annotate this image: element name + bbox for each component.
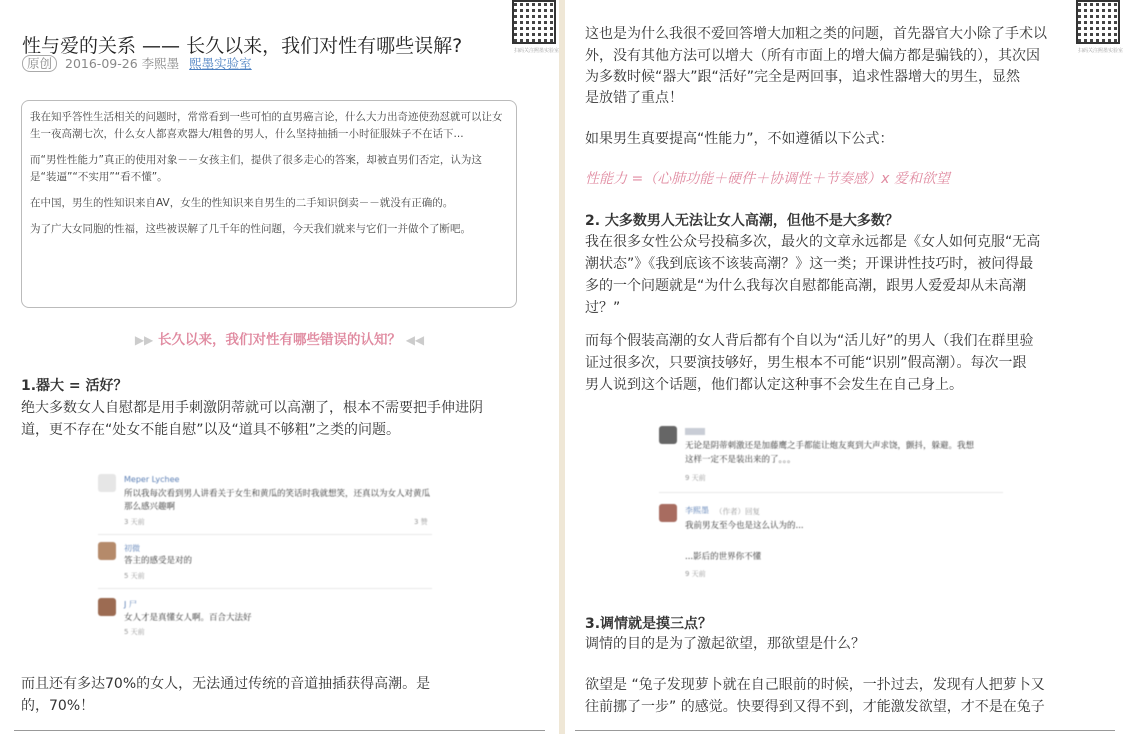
summary-paragraph: 为了广大女同胞的性福，这些被误解了几千年的性问题，今天我们就来与它们一并做个了断吧。 — [30, 223, 471, 235]
divider — [98, 588, 432, 589]
paragraph-line: 是放错了重点！ — [585, 90, 683, 106]
avatar — [98, 598, 116, 616]
comment-time: 9 天前 — [685, 570, 706, 578]
comment-time: 9 天前 — [685, 474, 706, 482]
double-arrow-right-icon: ▶▶ — [134, 333, 154, 347]
divider — [98, 534, 432, 535]
summary-box — [21, 100, 517, 308]
comment-text: 女人才是真懂女人啊。百合大法好 — [124, 613, 252, 623]
paragraph-line: 往前挪了一步” 的感觉。快要得到又得不到，才能激发欲望，才不是在兔子 — [585, 699, 1045, 715]
paragraph-line: 如果男生真要提高“性能力”，不如遵循以下公式： — [585, 131, 894, 147]
comment-author: 李熙墨 — [685, 506, 709, 515]
paragraph-line: 为多数时候“器大”跟“活好”完全是两回事，追求性器增大的男生，显然 — [585, 69, 1021, 85]
bottom-rule — [575, 730, 1115, 731]
formula: 性能力 =（心肺功能＋硬件＋协调性＋节奏感）x 爱和欲望 — [585, 171, 950, 187]
comment-author: Meper Lychee — [124, 475, 180, 484]
paragraph-line: 调情的目的是为了激起欲望，那欲望是什么？ — [585, 636, 865, 652]
summary-paragraph: 我在知乎答性生活相关的问题时，常常看到一些可怕的直男癌言论，什么大力出奇迹使劲怼就可以让女生一夜高潮七次，什么女人都喜欢器大/粗鲁的男人，什么坚持抽插一小时征服妹子不在话下... — [30, 111, 503, 140]
paragraph-line: 而且还有多达70%的女人，无法通过传统的音道抽插获得高潮。是 — [21, 676, 431, 692]
divider — [659, 492, 1003, 493]
comment-author: J 尸 — [124, 600, 137, 609]
comment-author: 初微 — [124, 544, 140, 553]
paragraph-line: 潮状态”》《我到底该不该装高潮？》这一类；开课讲性技巧时，被问得最 — [585, 256, 1034, 272]
banner-text: 长久以来，我们对性有哪些错误的认知？ — [158, 332, 401, 348]
source-link[interactable]: 熙墨实验室 — [189, 56, 252, 71]
avatar — [659, 504, 677, 522]
comment-screenshot — [653, 416, 1013, 586]
author-tag: （作者）回复 — [715, 507, 760, 516]
paragraph-line: 欲望是 “兔子发现萝卜就在自己眼前的时候，一扑过去，发现有人把萝卜又 — [585, 677, 1045, 693]
paragraph-line: 这也是为什么我很不爱回答增大加粗之类的问题，首先器官大小除了手术以 — [585, 26, 1047, 42]
avatar — [659, 426, 677, 444]
summary-paragraph: 在中国，男生的性知识来自AV，女生的性知识来自男生的二手知识倒卖－－就没有正确的。 — [30, 197, 454, 209]
avatar — [98, 474, 116, 492]
comment-text: 无论是阴蒂刺激还是加藤鹰之手都能让炮友爽到大声求饶，颤抖，躲避。我想 — [685, 441, 975, 451]
paragraph-line: 的，70%！ — [21, 698, 95, 714]
qr-code — [512, 0, 556, 44]
comment-text: 这样一定不是装出来的了。。。 — [685, 455, 796, 465]
article-title: 性与爱的关系 —— 长久以来，我们对性有哪些误解? — [22, 35, 463, 57]
comment-text: ...影后的世界你不懂 — [685, 552, 762, 562]
comment-time: 5 天前 — [124, 572, 145, 580]
section-heading-3: 3.调情就是摸三点？ — [585, 616, 713, 632]
paragraph-line: 男人说到这个话题，他们都认定这种事不会发生在自己身上。 — [585, 377, 963, 393]
qr-code — [1076, 0, 1120, 44]
paragraph-line: 过？” — [585, 300, 621, 316]
comment-time: 3 天前 — [124, 518, 145, 526]
comment-text: 所以我每次看到男人讲看关于女生和黄瓜的笑话时我就想笑，还真以为女人对黄瓜 — [124, 489, 431, 499]
paragraph-line: 多的一个问题就是“为什么我每次自慰都能高潮，跟男人爱爱却从未高潮 — [585, 278, 1027, 294]
section-heading-2: 2. 大多数男人无法让女人高潮，但他不是大多数？ — [585, 213, 899, 229]
redacted-name — [685, 428, 705, 435]
paragraph-line: 我在很多女性公众号投稿多次，最火的文章永远都是《女人如何克服“无高 — [585, 234, 1041, 250]
right-page — [565, 0, 1124, 734]
paragraph-line: 外，没有其他方法可以增大（所有市面上的增大偏方都是骗钱的），其次因 — [585, 48, 1040, 64]
qr-caption: 扫码关注熙墨实验室 — [514, 48, 559, 54]
comment-text: 那么感兴趣啊 — [124, 502, 176, 512]
publish-date: 2016-09-26 — [65, 56, 138, 71]
paragraph-line: 证过很多次，只要演技够好，男生根本不可能“识别”假高潮）。每次一跟 — [585, 355, 1027, 371]
left-page — [0, 0, 559, 734]
paragraph-line: 道，更不存在“处女不能自慰”以及“道具不够粗”之类的问题。 — [21, 422, 401, 438]
summary-paragraph: 而“男性性能力”真正的使用对象－－女孩主们，提供了很多走心的答案，却被直男们否定，认为这是“装逼”“不实用”“看不懂”。 — [30, 154, 482, 183]
comment-screenshot — [92, 462, 442, 647]
article-meta — [22, 54, 252, 72]
comment-text: 我前男友至今也是这么认为的... — [685, 521, 804, 531]
double-arrow-left-icon: ◀◀ — [405, 333, 425, 347]
author-name: 李熙墨 — [141, 56, 180, 71]
comment-likes: 3 赞 — [414, 518, 428, 526]
avatar — [98, 542, 116, 560]
comment-time: 5 天前 — [124, 628, 145, 636]
section-heading-1: 1.器大 = 活好？ — [21, 378, 128, 394]
paragraph-line: 而每个假装高潮的女人背后都有个自以为“活儿好”的男人（我们在群里验 — [585, 333, 1034, 349]
comment-text: 答主的感受是对的 — [124, 556, 193, 566]
bottom-rule — [14, 730, 545, 731]
paragraph-line: 绝大多数女人自慰都是用手刺激阴蒂就可以高潮了，根本不需要把手伸进阴 — [21, 400, 483, 416]
original-badge: 原创 — [22, 55, 57, 72]
section-banner — [0, 328, 559, 348]
qr-caption: 扫码关注熙墨实验室 — [1078, 48, 1124, 54]
